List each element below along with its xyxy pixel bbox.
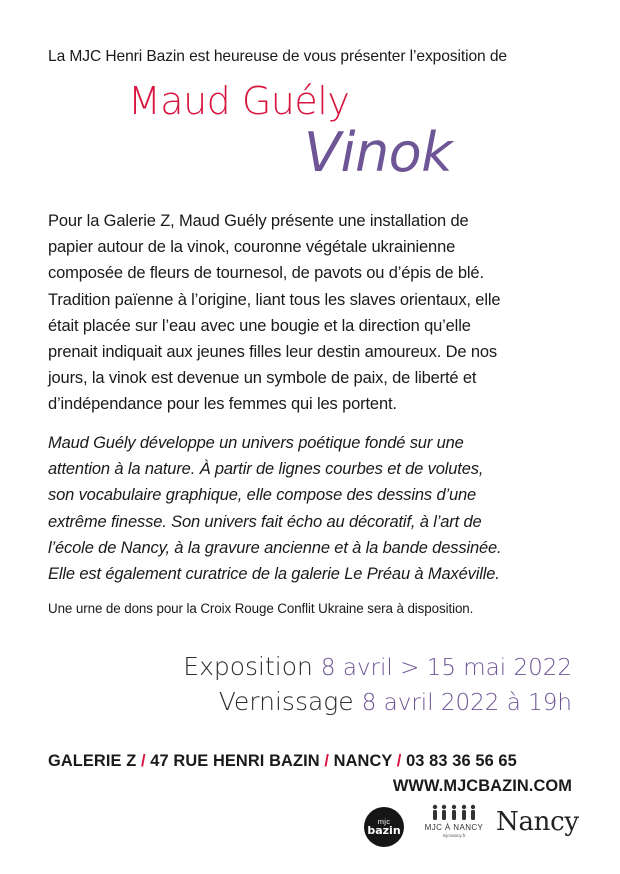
text-line: papier autour de la vinok, couronne végétale ukrainienne (48, 238, 456, 257)
artist-bio-paragraph (48, 430, 588, 587)
logo-text: bazin (367, 824, 401, 838)
donation-note: Une urne de dons pour la Croix Rouge Conflit Ukraine sera à disposition. (48, 601, 474, 616)
text-line: l’école de Nancy, à la gravure ancienne et à la bande dessinée. (48, 538, 502, 557)
logo-text: mjc (377, 816, 391, 826)
address: 47 RUE HENRI BAZIN (150, 752, 320, 770)
vernissage-label: Vernissage (218, 687, 354, 716)
artist-name: Maud Guély (128, 79, 350, 123)
text-line: jours, la vinok est devenue un symbole de paix, de liberté et (48, 369, 477, 388)
description-paragraph (48, 208, 588, 418)
exposition-dates (183, 654, 572, 680)
gallery-name: GALERIE Z (48, 752, 137, 770)
separator: / (324, 752, 329, 770)
exhibition-title: Vinok (304, 121, 452, 184)
phone-number: 03 83 36 56 65 (406, 752, 517, 770)
separator: / (140, 752, 146, 770)
text-line: d’indépendance pour les femmes qui les portent. (48, 395, 397, 414)
venue-info (48, 752, 517, 771)
text-line: Tradition païenne à l’origine, liant tous les slaves orientaux, elle (48, 290, 501, 309)
city: NANCY (333, 752, 393, 770)
intro-text: La MJC Henri Bazin est heureuse de vous présenter l’exposition de (48, 48, 507, 65)
nancy-logo: Nancy (496, 807, 579, 837)
text-line: était placée sur l’eau avec une bougie et la direction qu’elle (48, 316, 471, 335)
text-line: Pour la Galerie Z, Maud Guély présente une installation de (48, 212, 469, 230)
text-line: composée de fleurs de tournesol, de pavots ou d’épis de blé. (48, 264, 484, 283)
text-line: Maud Guély développe un univers poétique fondé sur une (48, 434, 464, 452)
logo-text: MJC À NANCY (424, 823, 484, 832)
website-link[interactable]: WWW.MJCBAZIN.COM (392, 777, 572, 795)
separator: / (396, 752, 402, 770)
text-line: prenait indiquait aux jeunes filles leur destin amoureux. De nos (48, 343, 498, 362)
vernissage-value: 8 avril 2022 à 19h (361, 690, 572, 716)
mjc-bazin-logo (364, 807, 404, 847)
text-line: extrême finesse. Son univers fait écho au décoratif, à l’art de (48, 512, 482, 531)
text-line: Elle est également curatrice de la galerie Le Préau à Maxéville. (48, 565, 500, 584)
logo-url: mjcnancy.fr (442, 833, 466, 838)
text-line: son vocabulaire graphique, elle compose des dessins d’une (48, 486, 477, 505)
exposition-value: 8 avril > 15 mai 2022 (320, 655, 572, 681)
exposition-label: Exposition (183, 652, 313, 681)
mjc-nancy-logo (418, 804, 490, 850)
people-icon (430, 804, 478, 822)
vernissage-dates (219, 689, 572, 715)
text-line: attention à la nature. À partir de lignes courbes et de volutes, (48, 460, 484, 479)
